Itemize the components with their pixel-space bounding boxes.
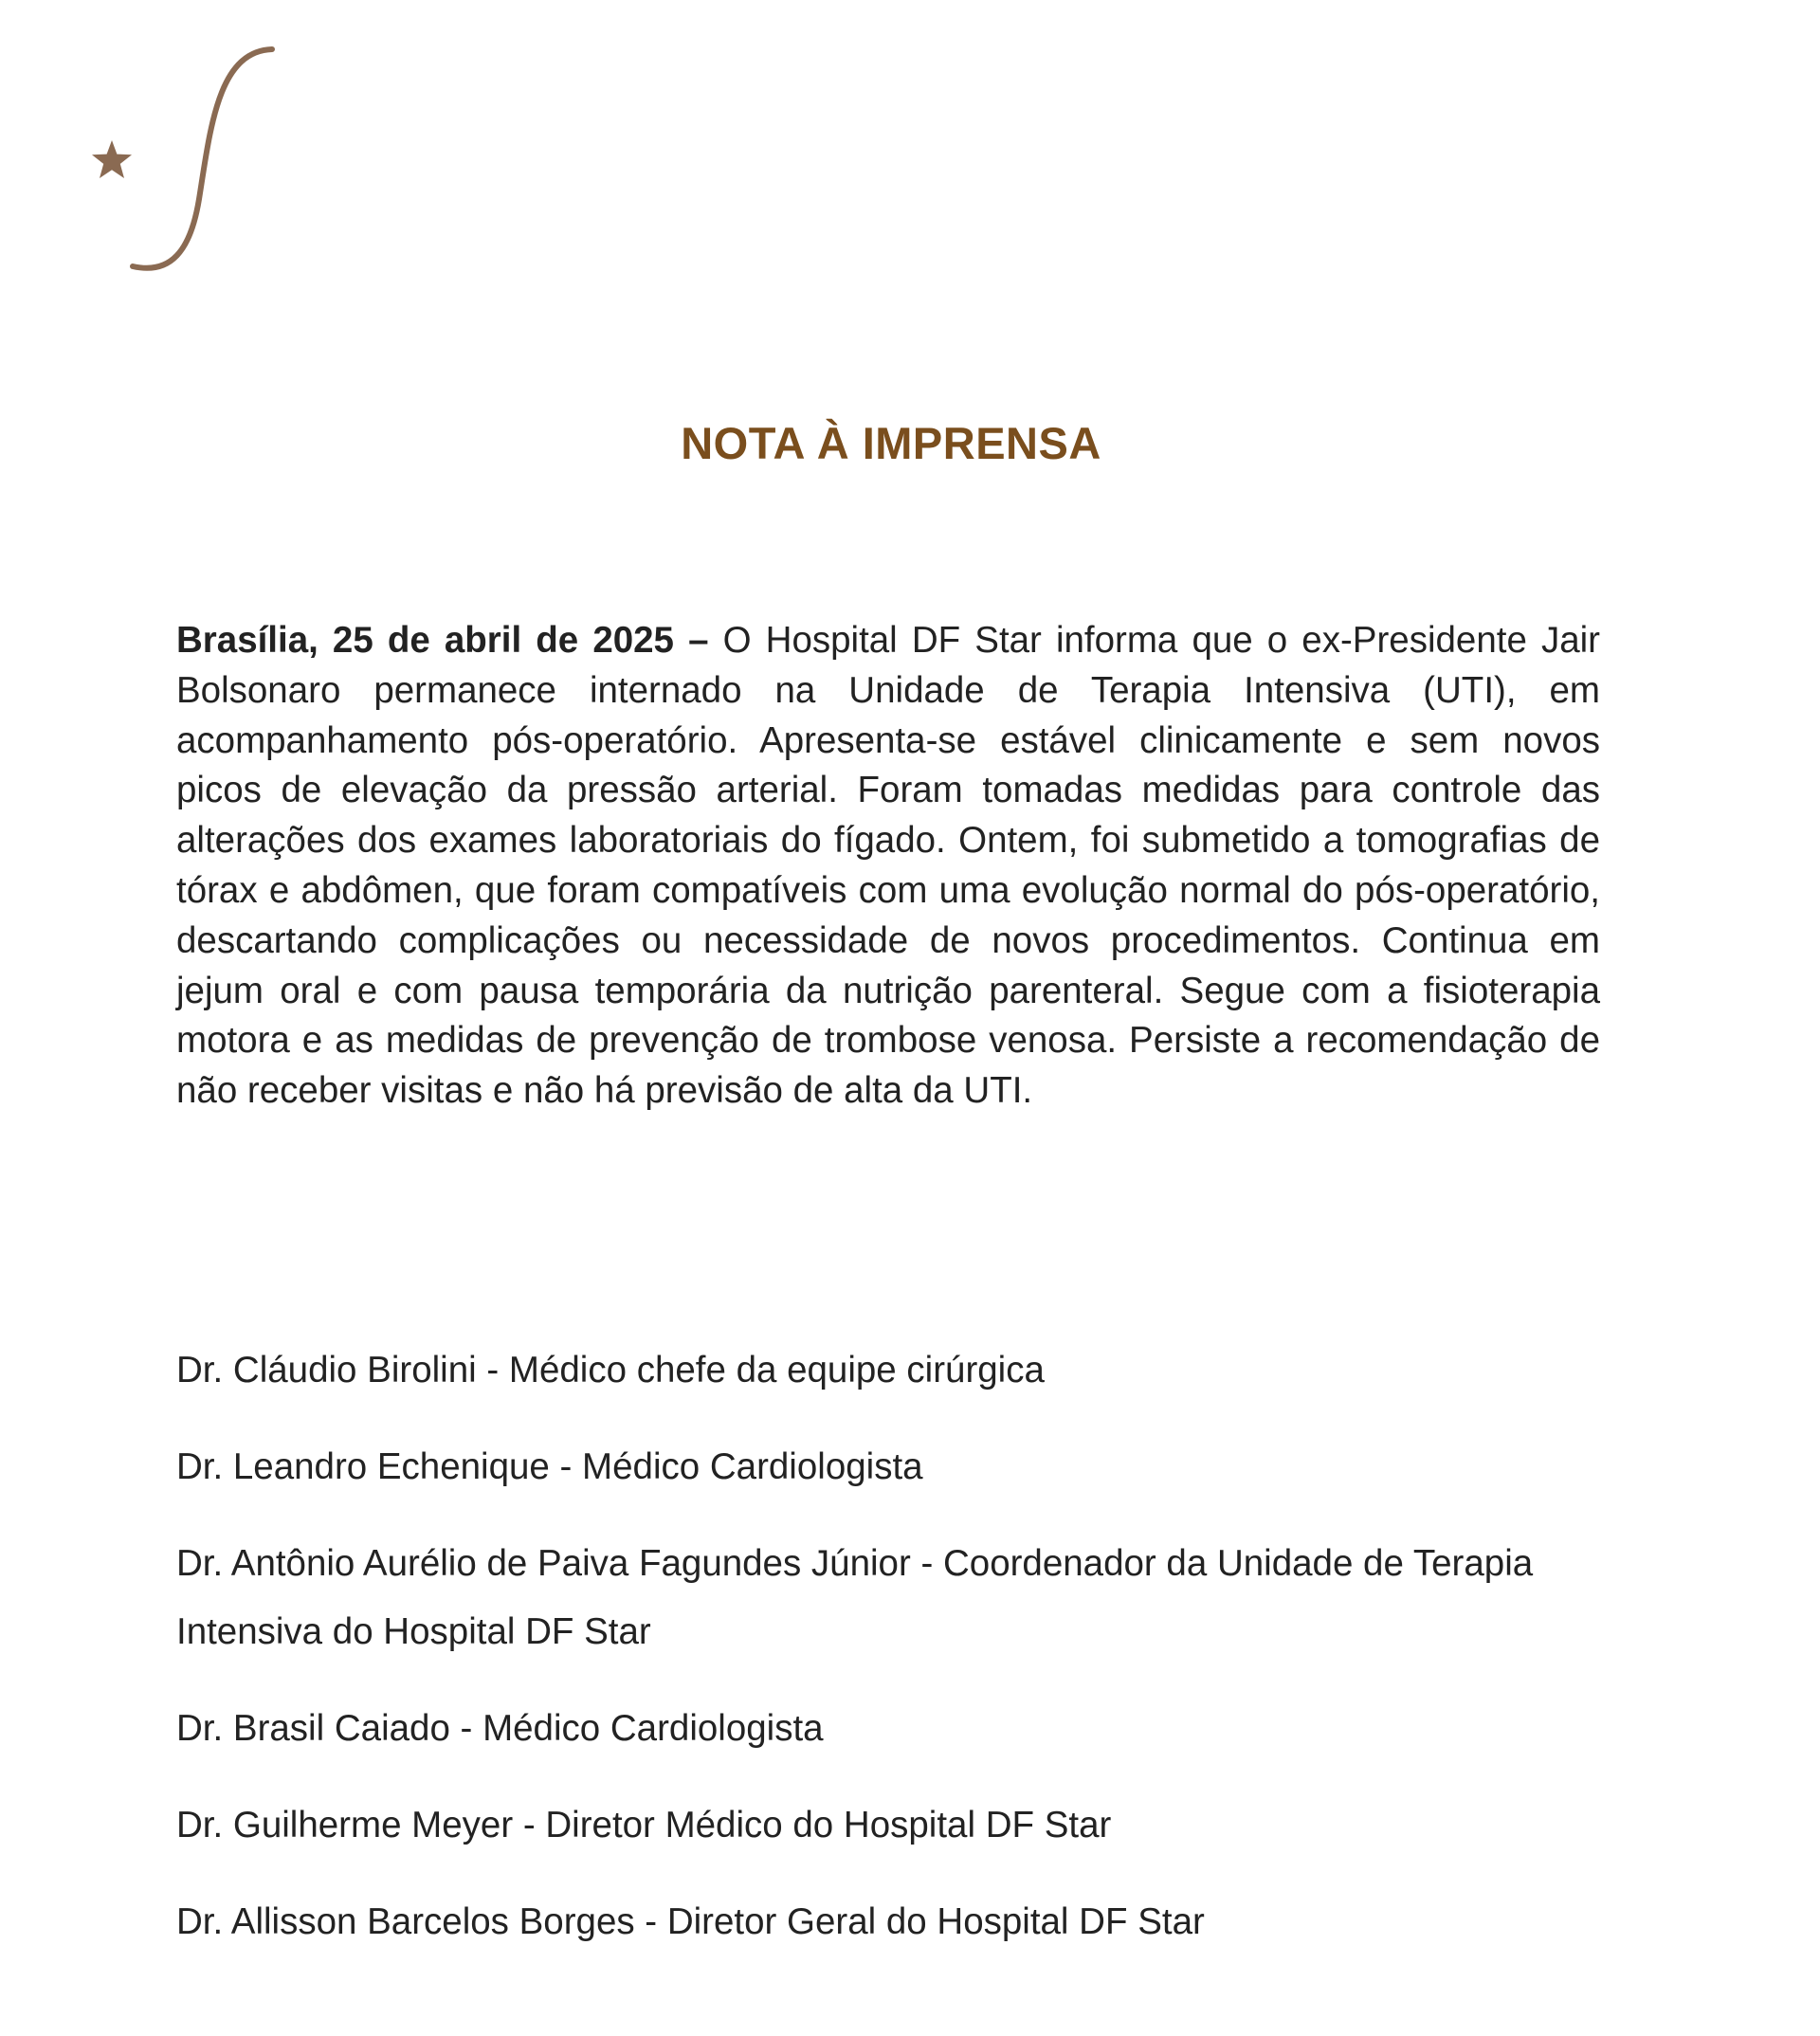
body-paragraph: O Hospital DF Star informa que o ex-Presidente Jair Bolsonaro permanece internado na Unidade de Terapia Intensiva (UTI), em acompanhamento pós-operatório. Apresenta-se estável clinicamente e sem novos picos de elevação da pressão arterial. Foram tomadas medidas para controle das alterações dos exames laboratoriais do fígado. Ontem, foi submetido a tomografias de tórax e abdômen, que foram compatíveis com uma evolução normal do pós-operatório, descartando complicações ou necessidade de novos procedimentos. Continua em jejum oral e com pausa temporária da nutrição parenteral. Segue com a fisioterapia motora e as medidas de prevenção de trombose venosa. Persiste a recomendação de não receber visitas e não há previsão de alta da UTI. (176, 620, 1600, 1112)
signatory: Dr. Guilherme Meyer - Diretor Médico do Hospital DF Star (176, 1805, 1112, 1845)
signatory: Dr. Brasil Caiado - Médico Cardiologista (176, 1708, 824, 1749)
signatory: Dr. Allisson Barcelos Borges - Diretor Geral do Hospital DF Star (176, 1901, 1205, 1942)
signatory: Dr. Cláudio Birolini - Médico chefe da equipe cirúrgica (176, 1350, 1045, 1391)
logo-integral-icon (133, 49, 272, 268)
signatories-list (176, 1336, 1636, 1985)
press-release-body (176, 616, 1600, 1117)
hospital-logo (76, 38, 303, 284)
page-title: NOTA À IMPRENSA (681, 418, 1101, 468)
logo-star-icon (92, 140, 132, 178)
dateline: Brasília, 25 de abril de 2025 – (176, 620, 709, 661)
signatory: Dr. Leandro Echenique - Médico Cardiologista (176, 1446, 923, 1487)
star-and-integral-logo-icon (76, 38, 303, 284)
signatory: Dr. Antônio Aurélio de Paiva Fagundes Júnior - Coordenador da Unidade de Terapia Intensiva do Hospital DF Star (176, 1543, 1534, 1652)
